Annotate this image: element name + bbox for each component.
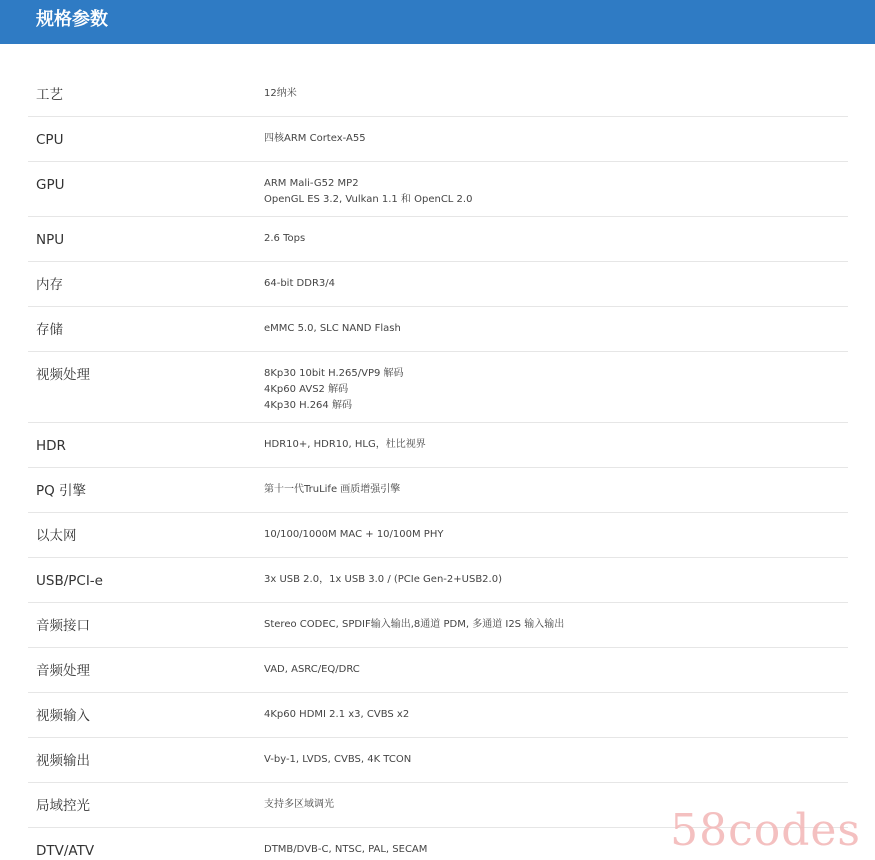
spec-value: eMMC 5.0, SLC NAND Flash xyxy=(264,323,401,334)
spec-row xyxy=(28,558,848,603)
spec-value: 第十一代TruLife 画质增强引擎 xyxy=(264,484,401,495)
spec-value: ARM Mali-G52 MP2 xyxy=(264,178,359,189)
spec-row xyxy=(28,72,848,117)
spec-value: 四核ARM Cortex-A55 xyxy=(264,133,366,144)
spec-row xyxy=(28,468,848,513)
spec-label: 视频输入 xyxy=(36,708,90,724)
spec-value: 8Kp30 10bit H.265/VP9 解码 xyxy=(264,368,404,379)
spec-label: CPU xyxy=(36,132,64,148)
spec-values xyxy=(264,752,848,768)
spec-row xyxy=(28,603,848,648)
spec-label: USB/PCI-e xyxy=(36,573,103,589)
spec-value: 12纳米 xyxy=(264,88,297,99)
spec-label: 音频接口 xyxy=(36,618,90,634)
spec-label: 视频处理 xyxy=(36,367,90,383)
spec-label: GPU xyxy=(36,177,65,193)
spec-label: 以太网 xyxy=(36,528,77,544)
spec-values xyxy=(264,276,848,292)
section-header xyxy=(0,0,875,44)
spec-row xyxy=(28,162,848,217)
spec-values xyxy=(264,707,848,723)
spec-row xyxy=(28,693,848,738)
spec-label: 工艺 xyxy=(36,87,63,103)
spec-values xyxy=(264,617,848,633)
spec-row xyxy=(28,307,848,352)
spec-row xyxy=(28,513,848,558)
spec-value: Stereo CODEC, SPDIF输入输出,8通道 PDM, 多通道 I2S 输入输出 xyxy=(264,619,565,630)
spec-label: NPU xyxy=(36,232,65,248)
spec-values xyxy=(264,366,848,414)
spec-value: 支持多区域调光 xyxy=(264,799,334,810)
spec-value: 4Kp60 HDMI 2.1 x3, CVBS x2 xyxy=(264,709,410,720)
spec-value: 4Kp30 H.264 解码 xyxy=(264,400,352,411)
spec-row xyxy=(28,117,848,162)
spec-value: V-by-1, LVDS, CVBS, 4K TCON xyxy=(264,754,412,765)
spec-table xyxy=(28,72,848,860)
spec-values xyxy=(264,572,848,588)
watermark: 58codes xyxy=(670,805,861,856)
spec-values xyxy=(264,482,848,498)
spec-label: 局域控光 xyxy=(36,798,90,814)
spec-row xyxy=(28,352,848,423)
spec-label: 存储 xyxy=(36,322,63,338)
spec-value: OpenGL ES 3.2, Vulkan 1.1 和 OpenCL 2.0 xyxy=(264,194,473,205)
spec-row xyxy=(28,423,848,468)
spec-row xyxy=(28,648,848,693)
spec-value: DTMB/DVB-C, NTSC, PAL, SECAM xyxy=(264,844,428,855)
spec-value: 2.6 Tops xyxy=(264,233,306,244)
spec-values xyxy=(264,86,848,102)
spec-label: DTV/ATV xyxy=(36,843,95,859)
spec-value: HDR10+, HDR10, HLG，杜比视界 xyxy=(264,439,426,450)
spec-value: 4Kp60 AVS2 解码 xyxy=(264,384,349,395)
spec-values xyxy=(264,437,848,453)
spec-values xyxy=(264,131,848,147)
spec-label: 内存 xyxy=(36,277,63,293)
spec-values xyxy=(264,321,848,337)
spec-values xyxy=(264,231,848,247)
spec-row xyxy=(28,738,848,783)
spec-values xyxy=(264,527,848,543)
spec-row xyxy=(28,217,848,262)
spec-label: 视频输出 xyxy=(36,753,90,769)
spec-row xyxy=(28,262,848,307)
spec-values xyxy=(264,176,848,208)
spec-label: 音频处理 xyxy=(36,663,90,679)
spec-label: PQ 引擎 xyxy=(36,483,87,499)
spec-values xyxy=(264,662,848,678)
spec-value: 10/100/1000M MAC + 10/100M PHY xyxy=(264,529,444,540)
spec-value: VAD, ASRC/EQ/DRC xyxy=(264,664,360,675)
spec-value: 64-bit DDR3/4 xyxy=(264,278,336,289)
spec-value: 3x USB 2.0，1x USB 3.0 / (PCIe Gen-2+USB2.0) xyxy=(264,574,502,585)
spec-label: HDR xyxy=(36,438,66,454)
section-title: 规格参数 xyxy=(36,9,108,30)
